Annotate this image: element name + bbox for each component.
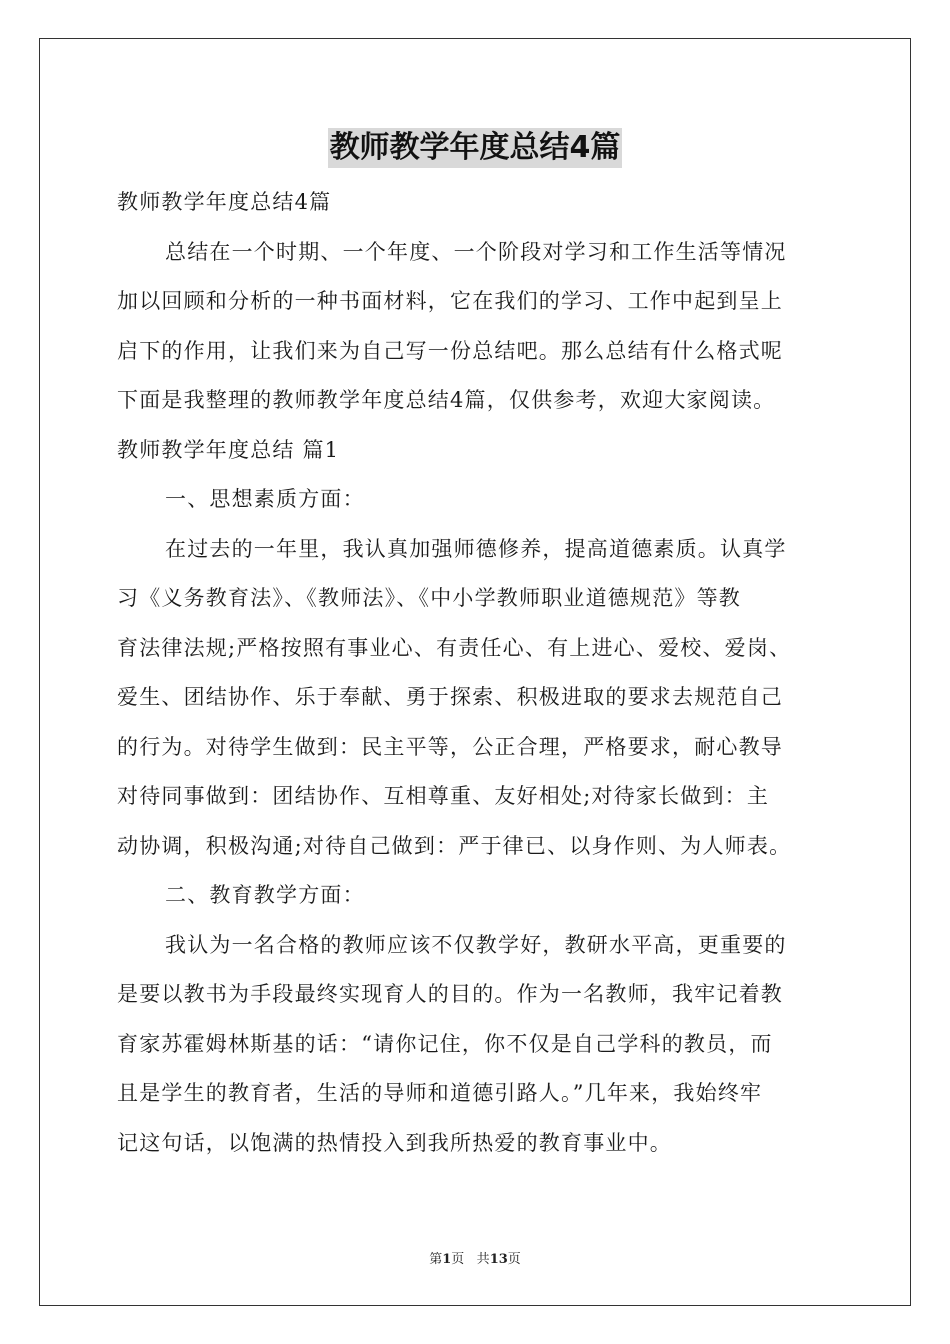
footer-total-unit: 页 xyxy=(507,1252,521,1267)
paragraph-line: 育法律法规;严格按照有事业心、有责任心、有上进心、爱校、爱岗、 xyxy=(117,635,792,660)
paragraph-line: 动协调，积极沟通;对待自己做到：严于律已、以身作则、为人师表。 xyxy=(117,833,792,858)
current-page-number: 1 xyxy=(442,1252,452,1267)
document-title: 教师教学年度总结4篇 xyxy=(328,128,623,168)
paragraph-line: 启下的作用，让我们来为自己写一份总结吧。那么总结有什么格式呢 xyxy=(117,338,783,363)
paragraph-line: 总结在一个时期、一个年度、一个阶段对学习和工作生活等情况 xyxy=(165,239,787,264)
paragraph-line: 记这句话，以饱满的热情投入到我所热爱的教育事业中。 xyxy=(117,1130,672,1155)
paragraph-line: 是要以教书为手段最终实现育人的目的。作为一名教师，我牢记着教 xyxy=(117,982,783,1006)
title-area xyxy=(0,128,950,168)
footer-prefix: 第 xyxy=(429,1252,443,1267)
paragraph-line: 加以回顾和分析的一种书面材料，它在我们的学习、工作中起到呈上 xyxy=(117,289,783,313)
paragraph-line: 下面是我整理的教师教学年度总结4篇，仅供参考，欢迎大家阅读。 xyxy=(117,388,776,412)
paragraph-line: 对待同事做到：团结协作、互相尊重、友好相处;对待家长做到：主 xyxy=(117,784,770,808)
paragraph-line: 且是学生的教育者，生活的导师和道德引路人。”几年来，我始终牢 xyxy=(117,1081,763,1105)
footer-page-unit: 页 xyxy=(451,1252,465,1267)
subsection-heading: 一、思想素质方面： xyxy=(165,487,365,511)
paragraph-line: 我认为一名合格的教师应该不仅教学好，教研水平高，更重要的 xyxy=(165,932,787,957)
footer-total-prefix: 共 xyxy=(476,1252,490,1267)
paragraph-line: 育家苏霍姆林斯基的话：“请你记住，你不仅是自己学科的教员，而 xyxy=(117,1031,773,1056)
subsection-heading: 二、教育教学方面： xyxy=(165,883,365,907)
paragraph-line: 的行为。对待学生做到：民主平等，公正合理，严格要求，耐心教导 xyxy=(117,734,783,759)
subtitle-line: 教师教学年度总结4篇 xyxy=(117,190,332,214)
document-body xyxy=(117,178,833,1168)
paragraph-line: 习《义务教育法》、《教师法》、《中小学教师职业道德规范》等教 xyxy=(117,586,741,610)
paragraph-line: 爱生、团结协作、乐于奉献、勇于探索、积极进取的要求去规范自己 xyxy=(117,685,783,709)
section-heading: 教师教学年度总结 篇1 xyxy=(117,437,340,462)
total-page-number: 13 xyxy=(489,1252,508,1267)
paragraph-line: 在过去的一年里，我认真加强师德修养，提高道德素质。认真学 xyxy=(165,536,787,561)
page-footer xyxy=(0,1248,950,1267)
